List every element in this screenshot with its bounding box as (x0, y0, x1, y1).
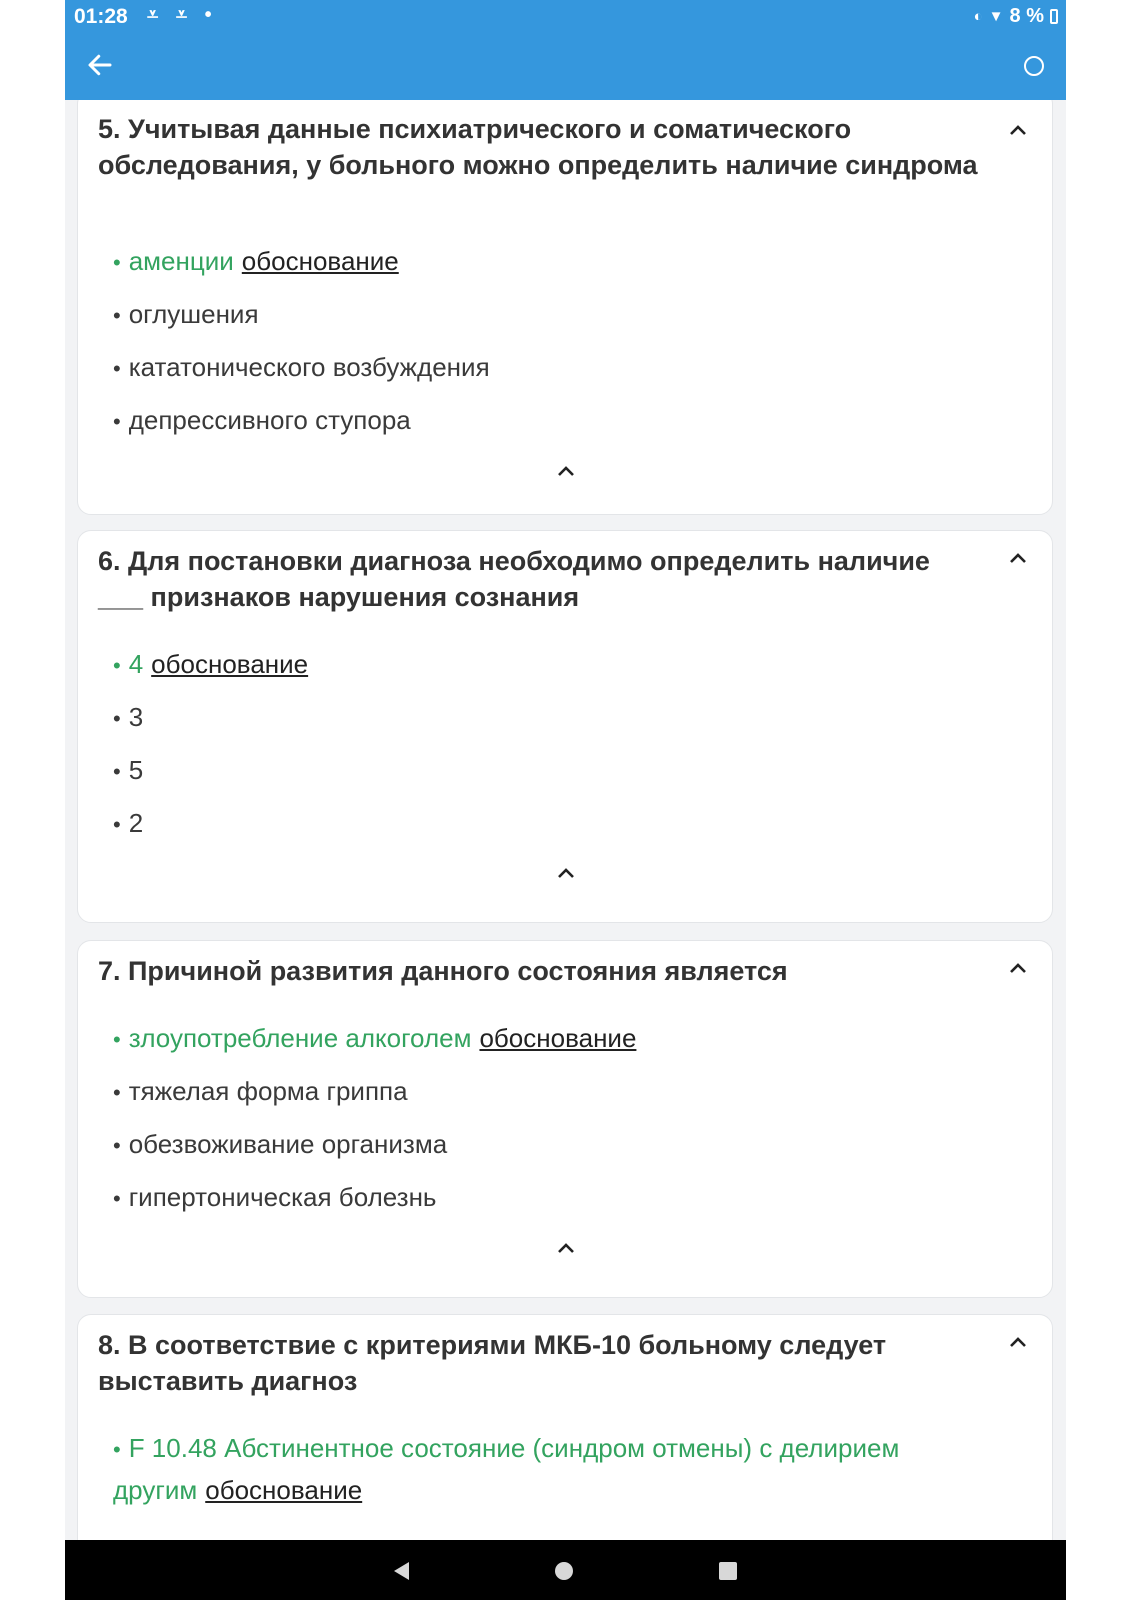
justification-link[interactable]: обоснование (151, 649, 309, 679)
answer-option: • гипертоническая болезнь (113, 1177, 1013, 1219)
question-card-5 (77, 100, 1053, 515)
justification-link[interactable]: обоснование (241, 246, 399, 276)
back-arrow-icon[interactable] (85, 50, 115, 80)
nav-home-icon[interactable] (555, 1562, 573, 1580)
battery-icon (1050, 9, 1058, 24)
nav-back-icon[interactable] (391, 1560, 411, 1582)
answer-option: • обезвоживание организма (113, 1124, 1013, 1166)
answer-option-correct: • злоупотребление алкоголем обоснование (113, 1018, 1013, 1060)
collapse-chevron-icon[interactable] (556, 866, 576, 880)
wifi-icon: ▼ (988, 8, 1004, 25)
question-list (65, 100, 1066, 1540)
answer-option: • 2 (113, 803, 1013, 845)
answer-option-correct: • F 10.48 Абстинентное состояние (синдром отмены) с делирием другим обоснование (113, 1428, 993, 1510)
status-right (974, 5, 1058, 28)
device-screen (65, 0, 1066, 1600)
system-nav-bar (65, 1540, 1066, 1600)
answer-option: • оглушения (113, 294, 1013, 336)
notification-icons: ⩡ ⩡ • (147, 4, 218, 26)
question-card-8 (77, 1314, 1053, 1540)
question-card-6 (77, 530, 1053, 923)
justification-link[interactable]: обоснование (479, 1023, 637, 1053)
answer-option: • 5 (113, 750, 1013, 792)
question-title: 5. Учитывая данные психиатрического и соматического обследования, у больного можно определить наличие синдрома (98, 114, 978, 180)
battery-percent: 8 % (1009, 5, 1044, 27)
collapse-chevron-icon[interactable] (1008, 551, 1028, 565)
collapse-chevron-icon[interactable] (1008, 961, 1028, 975)
sync-icon: ◐ (973, 8, 983, 25)
answer-option: • тяжелая форма гриппа (113, 1071, 1013, 1113)
justification-link[interactable]: обоснование (205, 1475, 363, 1505)
question-title: 8. В соответствие с критериями МКБ-10 больному следует выставить диагноз (98, 1330, 887, 1396)
nav-recents-icon[interactable] (719, 1562, 737, 1580)
question-title: 7. Причиной развития данного состояния является (98, 956, 788, 986)
status-time: 01:28 (74, 5, 128, 28)
answer-option: • депрессивного ступора (113, 400, 1013, 442)
question-card-7 (77, 940, 1053, 1298)
question-title: 6. Для постановки диагноза необходимо определить наличие ___ признаков нарушения сознания (98, 546, 930, 612)
status-bar (65, 0, 1066, 36)
answer-option-correct: • 4 обоснование (113, 644, 1013, 686)
app-bar (65, 36, 1066, 100)
answer-option-correct: • аменции обоснование (113, 241, 1013, 283)
collapse-chevron-icon[interactable] (1008, 1335, 1028, 1349)
collapse-chevron-icon[interactable] (556, 1241, 576, 1255)
answer-option: • 3 (113, 697, 1013, 739)
collapse-chevron-icon[interactable] (556, 464, 576, 478)
circle-icon[interactable] (1024, 56, 1044, 76)
collapse-chevron-icon[interactable] (1008, 123, 1028, 137)
answer-option: • кататонического возбуждения (113, 347, 1013, 389)
